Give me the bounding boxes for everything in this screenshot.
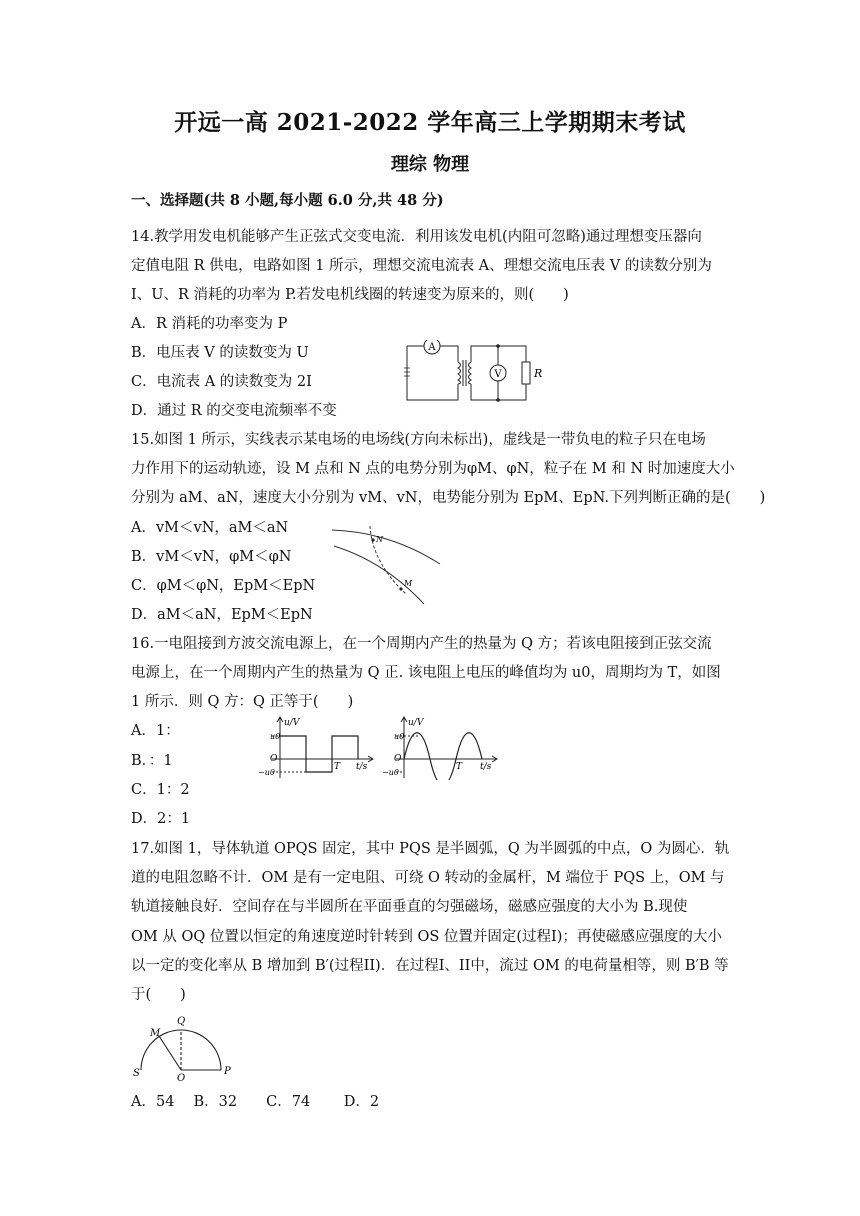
q15-line-1: 15.如图 1 所示，实线表示某电场的电场线(方向未标出)，虚线是一带负电的粒子只在电场 — [131, 432, 706, 448]
page-subtitle: 理综 物理 — [390, 154, 470, 175]
q15-option-b: B．vM＜vN，φM＜φN — [131, 549, 292, 565]
q16-line-3: 1 所示．则 Q 方：Q 正等于( ) — [131, 694, 354, 710]
q16-sq-period-label: T — [334, 762, 341, 772]
q16-sin-period-label: T — [456, 762, 463, 772]
point-o-label: O — [177, 1073, 186, 1082]
q16-sin-y-label: u/V — [408, 718, 424, 728]
q15-line-2: 力作用下的运动轨迹，设 M 点和 N 点的电势分别为φM、φN，粒子在 M 和 N 时加速度大小 — [131, 461, 735, 477]
q14-line-3: I、U、R 消耗的功率为 P.若发电机线圈的转速变为原来的，则( ) — [131, 287, 569, 303]
q16-option-d: D．2：1 — [131, 811, 191, 827]
q14-line-2: 定值电阻 R 供电，电路如图 1 所示，理想交流电流表 A、理想交流电压表 V 的读数分别为 — [131, 258, 712, 274]
q14-option-b: B．电压表 V 的读数变为 U — [131, 345, 309, 361]
q17-line-1: 17.如图 1，导体轨道 OPQS 固定，其中 PQS 是半圆弧，Q 为半圆弧的中点，O 为圆心．轨 — [131, 841, 730, 857]
q17-options: A．54 B．32 C．74 D．2 — [131, 1094, 380, 1110]
point-m-label: M — [404, 579, 413, 588]
q16-sq-origin-label: O — [270, 754, 278, 764]
q16-option-c: C．1：2 — [131, 782, 190, 798]
q17-line-4: OM 从 OQ 位置以恒定的角速度逆时针转到 OS 位置并固定(过程I)；再使磁感应强度的大小 — [131, 929, 722, 945]
section-heading: 一、选择题(共 8 小题,每小题 6.0 分,共 48 分) — [131, 192, 444, 209]
point-n-label: N — [376, 535, 383, 544]
q15-option-a: A．vM＜vN，aM＜aN — [131, 520, 289, 536]
q16-square-wave-figure — [258, 714, 378, 780]
ammeter-label: A — [428, 342, 436, 353]
q14-line-1: 14.教学用发电机能够产生正弦式交变电流．利用该发电机(内阻可忽略)通过理想变压器向 — [131, 229, 702, 245]
q16-option-a: A．1： — [131, 723, 180, 739]
q16-sin-peak-label: u0 — [394, 732, 405, 741]
q17-line-6: 于( ) — [131, 987, 186, 1003]
voltmeter-label: V — [494, 369, 502, 380]
q15-field-figure — [330, 522, 442, 606]
q14-option-a: A．R 消耗的功率变为 P — [131, 316, 288, 332]
q17-line-5: 以一定的变化率从 B 增加到 B′(过程II)．在过程I、II中，流过 OM 的电荷量相等，则 B′B 等 — [131, 958, 729, 974]
q14-circuit-figure — [400, 340, 550, 406]
q16-sq-x-label: t/s — [356, 762, 368, 772]
q16-sin-x-label: t/s — [480, 762, 492, 772]
resistor-label: R — [534, 367, 543, 380]
point-s-label: S — [133, 1068, 140, 1079]
q16-sq-neg-peak-label: −u0 — [258, 768, 275, 777]
point-p-label: P — [224, 1066, 231, 1077]
q14-option-c: C．电流表 A 的读数变为 2I — [131, 374, 312, 390]
q16-sin-origin-label: O — [394, 754, 402, 764]
q16-sq-y-label: u/V — [284, 718, 300, 728]
q17-line-3: 轨道接触良好．空间存在与半圆所在平面垂直的匀强磁场，磁感应强度的大小为 B.现使 — [131, 899, 688, 915]
q15-option-c: C．φM＜φN，EpM＜EpN — [131, 578, 316, 594]
q17-line-2: 道的电阻忽略不计．OM 是有一定电阻、可绕 O 转动的金属杆，M 端位于 PQS 上，OM 与 — [131, 870, 725, 886]
page-title: 开远一高 2021-2022 学年高三上学期期末考试 — [174, 109, 686, 136]
q16-sq-peak-label: u0 — [270, 732, 281, 741]
q15-line-3: 分别为 aM、aN，速度大小分别为 vM、vN，电势能分别为 EpM、EpN.下列判断正确的是( ) — [131, 490, 766, 506]
q17-semicircle-figure — [131, 1010, 241, 1082]
q16-sin-neg-peak-label: −u0 — [382, 768, 399, 777]
point-m-label: M — [150, 1028, 161, 1039]
q16-line-1: 16.一电阻接到方波交流电源上，在一个周期内产生的热量为 Q 方；若该电阻接到正弦交流 — [131, 636, 712, 652]
q14-option-d: D．通过 R 的交变电流频率不变 — [131, 403, 337, 419]
q15-option-d: D．aM＜aN，EpM＜EpN — [131, 607, 313, 623]
q16-option-b: B．：1 — [131, 753, 173, 769]
point-q-label: Q — [177, 1016, 186, 1027]
q16-line-2: 电源上，在一个周期内产生的热量为 Q 正. 该电阻上电压的峰值均为 u0，周期均为 T，如图 — [131, 665, 721, 681]
q16-sine-wave-figure — [382, 714, 502, 780]
